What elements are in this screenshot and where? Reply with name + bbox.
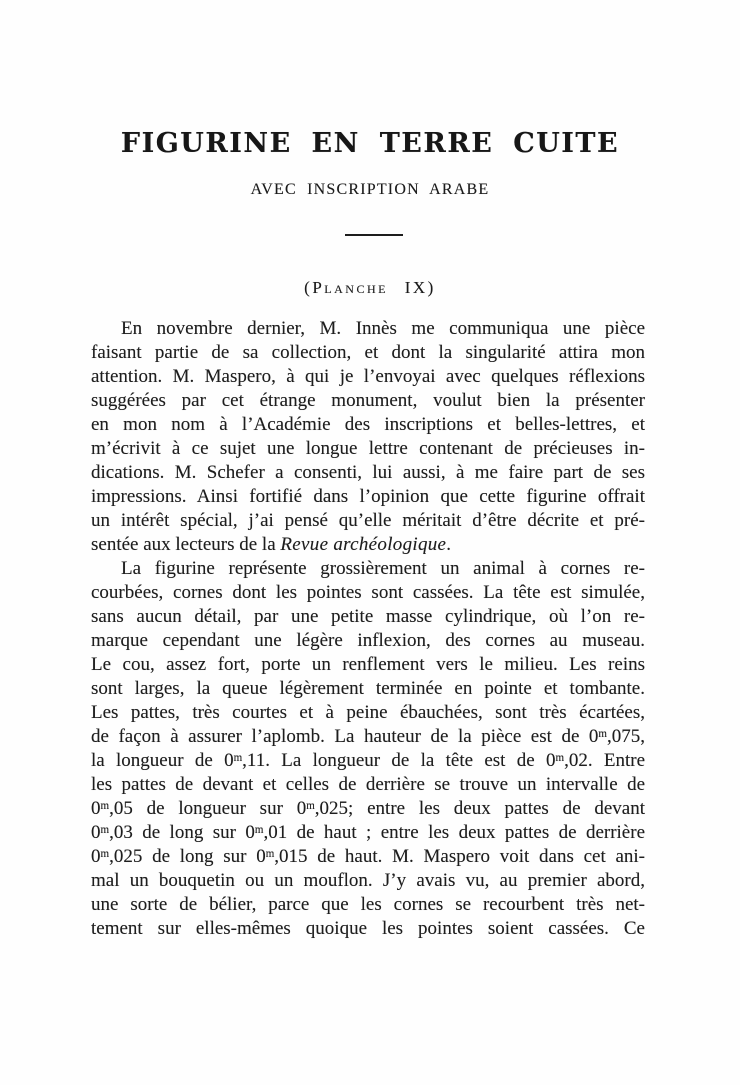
- text-line: Le cou, assez fort, porte un renflement vers le milieu. Les reins: [91, 654, 645, 675]
- text-line: mal un bouquetin ou un mouflon. J’y avais vu, au premier abord,: [91, 870, 645, 891]
- text-line: 0$^m$,05 de longueur sur 0$^m$,025; entre les deux pattes de devant: [91, 798, 645, 819]
- text-line: 0$^m$,025 de long sur 0$^m$,015 de haut. M. Maspero voit dans cet ani-: [91, 846, 645, 867]
- text-line: de façon à assurer l’aplomb. La hauteur de la pièce est de 0$^m$,075,: [91, 726, 645, 747]
- page-body: [91, 317, 645, 941]
- text-line: En novembre dernier, M. Innès me communiqua une pièce: [121, 318, 645, 339]
- text-line: sentée aux lecteurs de la Revue archéologique.: [91, 534, 452, 555]
- text-line: 0$^m$,03 de long sur 0$^m$,01 de haut ; entre les deux pattes de derrière: [91, 822, 646, 843]
- text-line: Les pattes, très courtes et à peine ébauchées, sont très écartées,: [91, 702, 645, 723]
- text-line: courbées, cornes dont les pointes sont cassées. La tête est simulée,: [91, 582, 645, 603]
- text-line: en mon nom à l’Académie des inscriptions et belles-lettres, et: [91, 414, 645, 435]
- text-line: dications. M. Schefer a consenti, lui aussi, à me faire part de ses: [91, 462, 645, 483]
- text-line: sans aucun détail, par une petite masse cylindrique, où l’on re-: [91, 606, 645, 627]
- text-line: impressions. Ainsi fortifié dans l’opinion que cette figurine offrait: [91, 486, 645, 507]
- text-line: un intérêt spécial, j’ai pensé qu’elle méritait d’être décrite et pré-: [91, 510, 645, 531]
- text-line: faisant partie de sa collection, et dont la singularité attira mon: [91, 342, 645, 363]
- document-title: FIGURINE EN TERRE CUITE: [120, 128, 620, 159]
- paragraph: [91, 317, 645, 557]
- paragraph: [91, 557, 645, 941]
- plate-caption: (Planche IX): [304, 278, 436, 297]
- text-line: tement sur elles-mêmes quoique les pointes soient cassées. Ce: [91, 918, 645, 939]
- document-subtitle: AVEC INSCRIPTION ARABE: [250, 181, 490, 198]
- text-line: attention. M. Maspero, à qui je l’envoyai avec quelques réflexions: [91, 366, 645, 387]
- text-line: la longueur de 0$^m$,11. La longueur de la tête est de 0$^m$,02. Entre: [91, 750, 646, 771]
- text-line: une sorte de bélier, parce que les cornes se recourbent très net-: [91, 894, 645, 915]
- text-line: sont larges, la queue légèrement terminée en pointe et tombante.: [91, 678, 645, 699]
- text-line: m’écrivit à ce sujet une longue lettre contenant de précieuses in-: [91, 438, 645, 459]
- text-line: suggérées par cet étrange monument, voulut bien la présenter: [91, 390, 645, 411]
- section-divider-rule: [345, 234, 403, 236]
- text-line: La figurine représente grossièrement un animal à cornes re-: [121, 558, 645, 579]
- text-line: marque cependant une légère inflexion, des cornes au museau.: [91, 630, 645, 651]
- text-line: les pattes de devant et celles de derrière se trouve un intervalle de: [91, 774, 645, 795]
